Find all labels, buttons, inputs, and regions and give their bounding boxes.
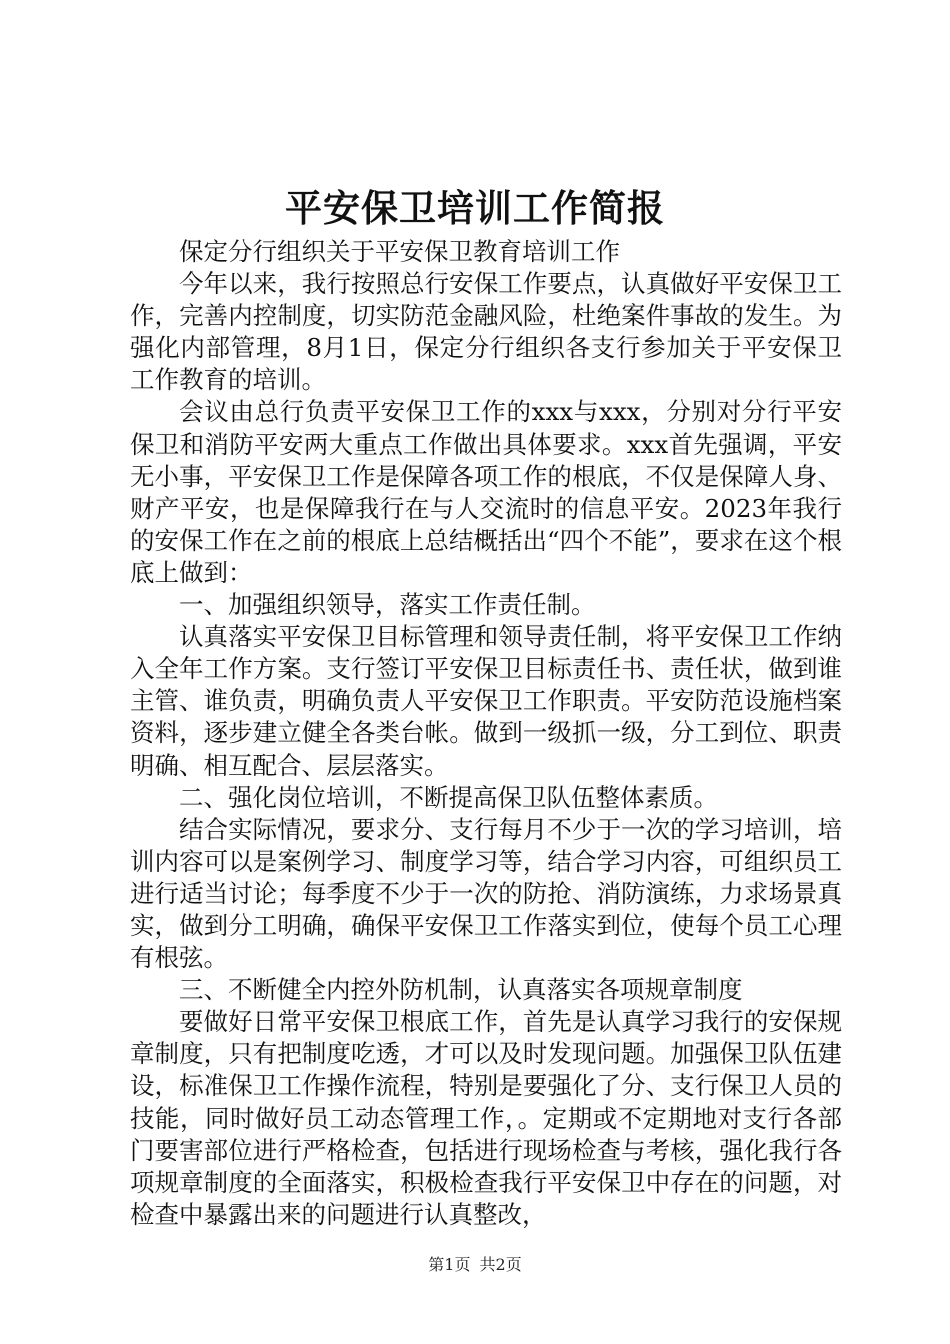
section-heading: 一、加强组织领导，落实工作责任制。 bbox=[179, 590, 596, 620]
page-number: 第1页 bbox=[428, 1255, 471, 1274]
paragraph: 今年以来，我行按照总行安保工作要点，认真做好平安保卫工作，完善内控制度，切实防范金融风险，杜绝案件事故的发生。为强化内部管理，8月1日，保定分行组织各支行参加关于平安保卫工作教育的培训。 bbox=[130, 269, 842, 395]
document-body bbox=[130, 236, 842, 1231]
document-title: 平安保卫培训工作简报 bbox=[285, 186, 665, 230]
section-heading: 三、不断健全内控外防机制，认真落实各项规章制度 bbox=[179, 975, 743, 1005]
page-total: 共2页 bbox=[479, 1255, 522, 1274]
paragraph: 结合实际情况，要求分、支行每月不少于一次的学习培训，培训内容可以是案例学习、制度学习等，结合学习内容，可组织员工进行适当讨论；每季度不少于一次的防抢、消防演练，力求场景真实，做到分工明确，确保平安保卫工作落实到位，使每个员工心理有根弦。 bbox=[130, 814, 842, 973]
section-heading: 二、强化岗位培训，不断提高保卫队伍整体素质。 bbox=[179, 782, 718, 812]
paragraph: 要做好日常平安保卫根底工作，首先是认真学习我行的安保规章制度，只有把制度吃透，才可以及时发现问题。加强保卫队伍建设，标准保卫工作操作流程，特别是要强化了分、支行保卫人员的技能，同时做好员工动态管理工作，。定期或不定期地对支行各部门要害部位进行严格检查，包括进行现场检查与考核，强化我行各项规章制度的全面落实，积极检查我行平安保卫中存在的问题，对检查中暴露出来的问题进行认真整改， bbox=[130, 1007, 842, 1229]
paragraph: 保定分行组织关于平安保卫教育培训工作 bbox=[179, 237, 620, 266]
paragraph: 会议由总行负责平安保卫工作的xxx与xxx，分别对分行平安保卫和消防平安两大重点工作做出具体要求。xxx首先强调，平安无小事，平安保卫工作是保障各项工作的根底，不仅是保障人身、财产平安，也是保障我行在与人交流时的信息平安。2023年我行的安保工作在之前的根底上总结概括出“四个不能”，要求在这个根底上做到： bbox=[130, 397, 842, 587]
paragraph: 认真落实平安保卫目标管理和领导责任制，将平安保卫工作纳入全年工作方案。支行签订平安保卫目标责任书、责任状，做到谁主管、谁负责，明确负责人平安保卫工作职责。平安防范设施档案资料，逐步建立健全各类台帐。做到一级抓一级，分工到位、职责明确、相互配合、层层落实。 bbox=[130, 622, 842, 780]
page-footer bbox=[0, 1254, 950, 1276]
